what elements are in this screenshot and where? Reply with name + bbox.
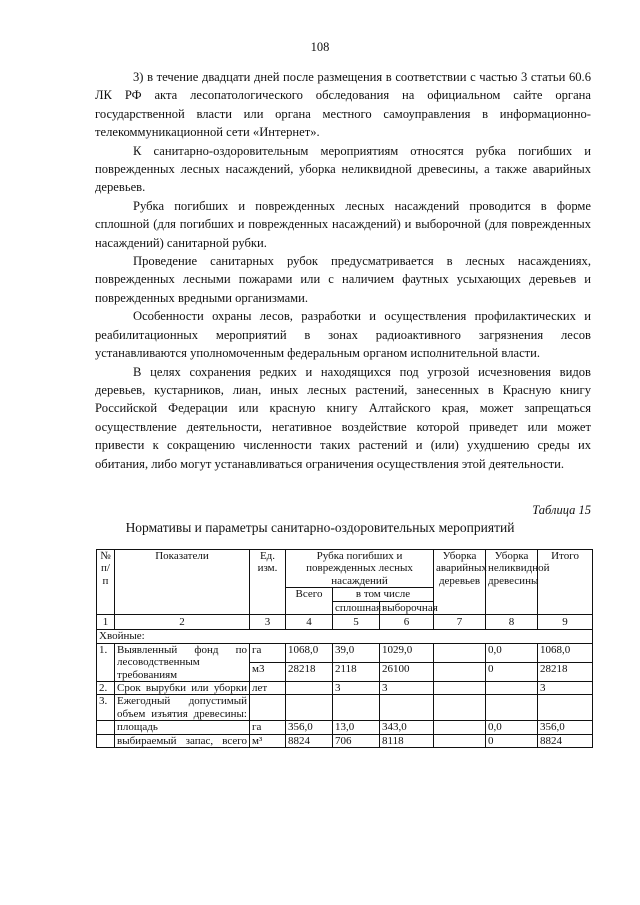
column-number: 4 [286, 615, 333, 630]
header-including: в том числе [333, 588, 434, 601]
cell-selective: 3 [380, 682, 434, 695]
header-nonliquid: Уборка неликвидной древесины [486, 550, 538, 615]
section-label: Хвойные: [97, 630, 593, 643]
cell-clear: 706 [333, 734, 380, 747]
table-header-row [97, 550, 593, 588]
body-text [95, 68, 591, 473]
header-indicators: Показатели [115, 550, 250, 615]
cell-nonliquid: 0,0 [486, 721, 538, 734]
header-unit: Ед. изм. [250, 550, 286, 615]
table-row [97, 734, 593, 747]
table-row [97, 721, 593, 734]
table-title: Нормативы и параметры санитарно-оздоровительных мероприятий [125, 520, 515, 535]
column-number: 3 [250, 615, 286, 630]
table-row [97, 643, 593, 662]
table-row [97, 695, 593, 721]
row-label: площадь [115, 721, 250, 734]
paragraph: Рубка погибших и поврежденных лесных насаждений проводится в форме сплошной (для погибших и поврежденных насаждений) и выборочной (для поврежденных насаждений) санитарной рубки. [95, 198, 591, 250]
cell-unit: м3 [250, 662, 286, 681]
column-number: 9 [538, 615, 593, 630]
cell-selective: 8118 [380, 734, 434, 747]
cell-clear: 3 [333, 682, 380, 695]
header-clear: сплошная [333, 601, 380, 614]
column-number: 5 [333, 615, 380, 630]
header-total: Всего [286, 588, 333, 615]
cell-clear: 39,0 [333, 643, 380, 662]
row-num: 2. [97, 682, 115, 695]
cell-unit: м³ [250, 734, 286, 747]
cell-sum: 3 [538, 682, 593, 695]
cell-sum: 356,0 [538, 721, 593, 734]
row-label: Срок вырубки или уборки [115, 682, 250, 695]
cell-hazard [434, 662, 486, 681]
paragraph: Проведение санитарных рубок предусматривается в лесных насаждениях, поврежденных лесными пожарами или с наличием фаутных усыхающих деревьев и поврежденных вредными организмами. [95, 254, 591, 305]
column-number: 6 [380, 615, 434, 630]
row-label: Выявленный фонд по лесоводственным требованиям [115, 643, 250, 681]
cell-nonliquid: 0 [486, 662, 538, 681]
cell-total: 28218 [286, 662, 333, 681]
cell-nonliquid [486, 682, 538, 695]
table-row [97, 682, 593, 695]
header-selective: выборочная [380, 601, 434, 614]
paragraph: К санитарно-оздоровительным мероприятиям относятся рубка погибших и поврежденных лесных насаждений, уборка неликвидной древесины, а также аварийных деревьев. [95, 143, 591, 195]
column-number: 8 [486, 615, 538, 630]
cell-total [286, 682, 333, 695]
cell-hazard [434, 682, 486, 695]
header-felling: Рубка погибших и поврежденных лесных насаждений [286, 550, 434, 588]
cell-hazard [434, 643, 486, 662]
cell-unit: га [250, 643, 286, 662]
column-number: 7 [434, 615, 486, 630]
cell-total: 356,0 [286, 721, 333, 734]
column-numbers-row [97, 615, 593, 630]
cell-unit: лет [250, 682, 286, 695]
cell-hazard [434, 734, 486, 747]
paragraph: В целях сохранения редких и находящихся под угрозой исчезновения видов деревьев, кустарников, лиан, иных лесных растений, занесенных в Красную книгу Российской Федерации или красную книгу Алтайского края, может запрещаться осуществление деятельности, негативное воздействие которой приведет или может привести к сокращению численности таких растений и (или) ухудшению среды их обитания, либо могут устанавливаться ограничения осуществления этой деятельности. [95, 364, 591, 471]
paragraph: 3) в течение двадцати дней после размещения в соответствии с частью 3 статьи 60.6 ЛК РФ акта лесопатологического обследования на официальном сайте органа государственной власти или органа местного самоуправления в информационно-телекоммуникационной сети «Интернет». [95, 70, 591, 140]
cell-sum: 8824 [538, 734, 593, 747]
cell-sum: 1068,0 [538, 643, 593, 662]
cell-nonliquid: 0,0 [486, 643, 538, 662]
row-label: Ежегодный допустимый объем изъятия древесины: [115, 695, 250, 721]
cell-clear: 2118 [333, 662, 380, 681]
cell-unit: га [250, 721, 286, 734]
cell-total: 8824 [286, 734, 333, 747]
header-hazard: Уборка аварийных деревьев [434, 550, 486, 615]
cell-selective: 26100 [380, 662, 434, 681]
table-label: Таблица 15 [532, 503, 591, 517]
header-sum: Итого [538, 550, 593, 615]
cell-selective: 343,0 [380, 721, 434, 734]
row-num: 3. [97, 695, 115, 721]
column-number: 1 [97, 615, 115, 630]
cell-selective: 1029,0 [380, 643, 434, 662]
cell-clear: 13,0 [333, 721, 380, 734]
page-number: 108 [310, 40, 330, 54]
cell-sum: 28218 [538, 662, 593, 681]
norms-table [96, 549, 593, 748]
cell-nonliquid: 0 [486, 734, 538, 747]
row-label: выбираемый запас, всего [115, 734, 250, 747]
paragraph: Особенности охраны лесов, разработки и осуществления профилактических и реабилитационных мероприятий в зонах радиоактивного загрязнения лесов устанавливаются уполномоченным федеральным органом исполнительной власти. [95, 309, 591, 361]
section-row [97, 630, 593, 643]
cell-hazard [434, 721, 486, 734]
row-num: 1. [97, 643, 115, 681]
cell-total: 1068,0 [286, 643, 333, 662]
column-number: 2 [115, 615, 250, 630]
header-num: № п/п [97, 550, 115, 615]
